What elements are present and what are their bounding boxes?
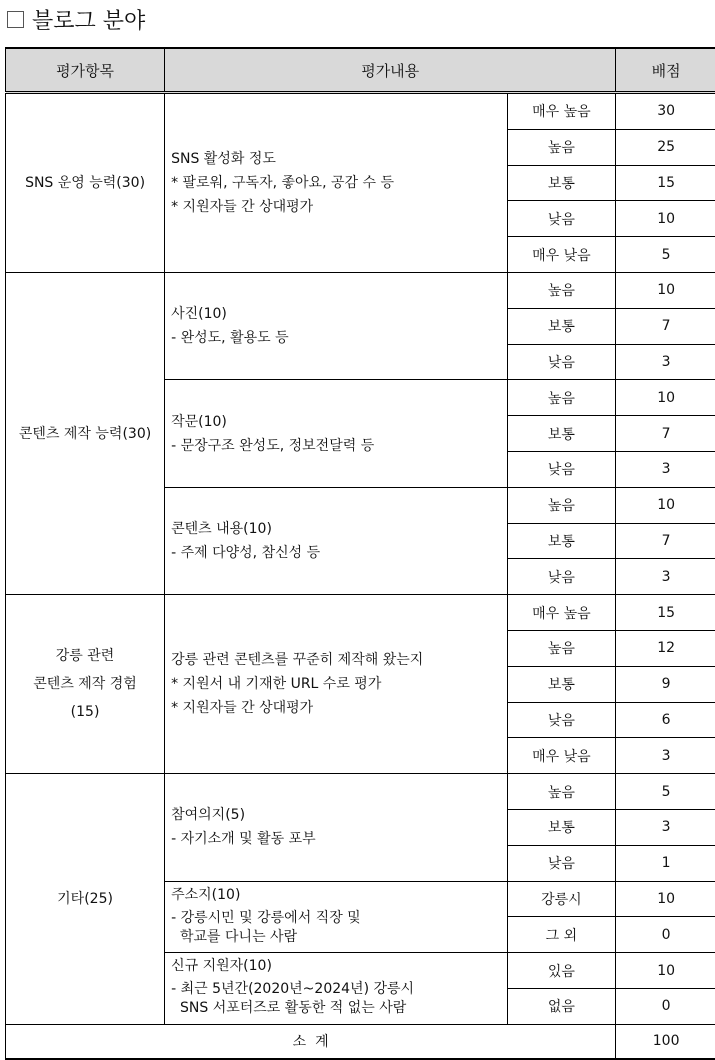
header-item: 평가항목 <box>6 48 165 93</box>
content-cell <box>165 380 507 487</box>
header-score: 배점 <box>616 48 715 93</box>
level-score: 15 <box>616 165 715 201</box>
level-score: 30 <box>616 93 715 130</box>
level-label: 매우 높음 <box>507 595 616 631</box>
content-line: 참여의지(5) <box>171 803 500 827</box>
section-title <box>7 4 145 35</box>
content-line: * 지원자들 간 상대평가 <box>171 195 500 219</box>
content-cell <box>165 881 507 953</box>
level-score: 10 <box>616 487 715 523</box>
content-line: - 강릉시민 및 강릉에서 직장 및 <box>171 909 500 928</box>
item-cell: SNS 운영 능력(30) <box>6 93 165 273</box>
table-row <box>6 774 715 810</box>
level-score: 10 <box>616 272 715 308</box>
level-label: 낮음 <box>507 451 616 487</box>
level-label: 보통 <box>507 523 616 559</box>
level-score: 7 <box>616 416 715 452</box>
content-line: 신규 지원자(10) <box>171 957 500 976</box>
level-label: 없음 <box>507 988 616 1024</box>
level-label: 그 외 <box>507 917 616 953</box>
level-label: 보통 <box>507 308 616 344</box>
level-label: 보통 <box>507 416 616 452</box>
level-score: 3 <box>616 809 715 845</box>
level-label: 보통 <box>507 165 616 201</box>
level-label: 매우 낮음 <box>507 237 616 273</box>
table-row <box>6 272 715 308</box>
level-score: 12 <box>616 630 715 666</box>
level-label: 보통 <box>507 809 616 845</box>
level-score: 3 <box>616 451 715 487</box>
level-label: 높음 <box>507 774 616 810</box>
content-line: * 지원자들 간 상대평가 <box>171 696 500 720</box>
item-cell: 콘텐츠 제작 능력(30) <box>6 272 165 594</box>
level-label: 높음 <box>507 129 616 165</box>
content-line: 주소지(10) <box>171 886 500 905</box>
total-score: 100 <box>616 1024 715 1059</box>
level-score: 5 <box>616 237 715 273</box>
content-cell <box>165 953 507 1025</box>
level-score: 10 <box>616 953 715 989</box>
content-line: - 자기소개 및 활동 포부 <box>171 827 500 851</box>
level-score: 0 <box>616 917 715 953</box>
level-label: 낮음 <box>507 201 616 237</box>
content-line: 사진(10) <box>171 302 500 326</box>
level-score: 1 <box>616 845 715 881</box>
content-cell <box>165 595 507 774</box>
evaluation-table <box>5 47 715 1060</box>
level-score: 10 <box>616 881 715 917</box>
content-line: SNS 서포터즈로 활동한 적 없는 사람 <box>171 999 500 1018</box>
total-label: 소 계 <box>6 1024 616 1059</box>
header-content: 평가내용 <box>165 48 616 93</box>
level-score: 6 <box>616 702 715 738</box>
content-line: 강릉 관련 콘텐츠를 꾸준히 제작해 왔는지 <box>171 648 500 672</box>
level-label: 낮음 <box>507 559 616 595</box>
item-cell: 강릉 관련 콘텐츠 제작 경험 (15) <box>6 595 165 774</box>
level-label: 높음 <box>507 487 616 523</box>
content-line: 학교를 다니는 사람 <box>171 928 500 947</box>
item-cell: 기타(25) <box>6 774 165 1025</box>
level-label: 강릉시 <box>507 881 616 917</box>
level-score: 15 <box>616 595 715 631</box>
level-label: 보통 <box>507 666 616 702</box>
level-label: 높음 <box>507 380 616 416</box>
content-cell <box>165 93 507 273</box>
content-line: - 문장구조 완성도, 정보전달력 등 <box>171 434 500 458</box>
section-title-text: 블로그 분야 <box>32 4 145 35</box>
level-label: 낮음 <box>507 702 616 738</box>
content-line: * 지원서 내 기재한 URL 수로 평가 <box>171 672 500 696</box>
total-row <box>6 1024 715 1059</box>
level-score: 3 <box>616 559 715 595</box>
level-label: 높음 <box>507 272 616 308</box>
level-label: 있음 <box>507 953 616 989</box>
level-score: 7 <box>616 523 715 559</box>
level-score: 5 <box>616 774 715 810</box>
table-row <box>6 595 715 631</box>
content-cell <box>165 272 507 379</box>
level-label: 낮음 <box>507 845 616 881</box>
level-score: 7 <box>616 308 715 344</box>
content-line: 콘텐츠 내용(10) <box>171 517 500 541</box>
content-line: * 팔로워, 구독자, 좋아요, 공감 수 등 <box>171 171 500 195</box>
content-cell <box>165 487 507 594</box>
level-label: 높음 <box>507 630 616 666</box>
content-line: - 주제 다양성, 참신성 등 <box>171 541 500 565</box>
checkbox-square-icon <box>7 11 24 28</box>
content-line: - 완성도, 활용도 등 <box>171 326 500 350</box>
table-row <box>6 93 715 130</box>
content-line: 작문(10) <box>171 410 500 434</box>
level-score: 10 <box>616 201 715 237</box>
level-score: 3 <box>616 738 715 774</box>
level-label: 매우 높음 <box>507 93 616 130</box>
level-label: 매우 낮음 <box>507 738 616 774</box>
level-score: 0 <box>616 988 715 1024</box>
level-label: 낮음 <box>507 344 616 380</box>
level-score: 10 <box>616 380 715 416</box>
content-line: - 최근 5년간(2020년~2024년) 강릉시 <box>171 980 500 999</box>
level-score: 9 <box>616 666 715 702</box>
content-cell <box>165 774 507 881</box>
content-line: SNS 활성화 정도 <box>171 147 500 171</box>
level-score: 3 <box>616 344 715 380</box>
level-score: 25 <box>616 129 715 165</box>
